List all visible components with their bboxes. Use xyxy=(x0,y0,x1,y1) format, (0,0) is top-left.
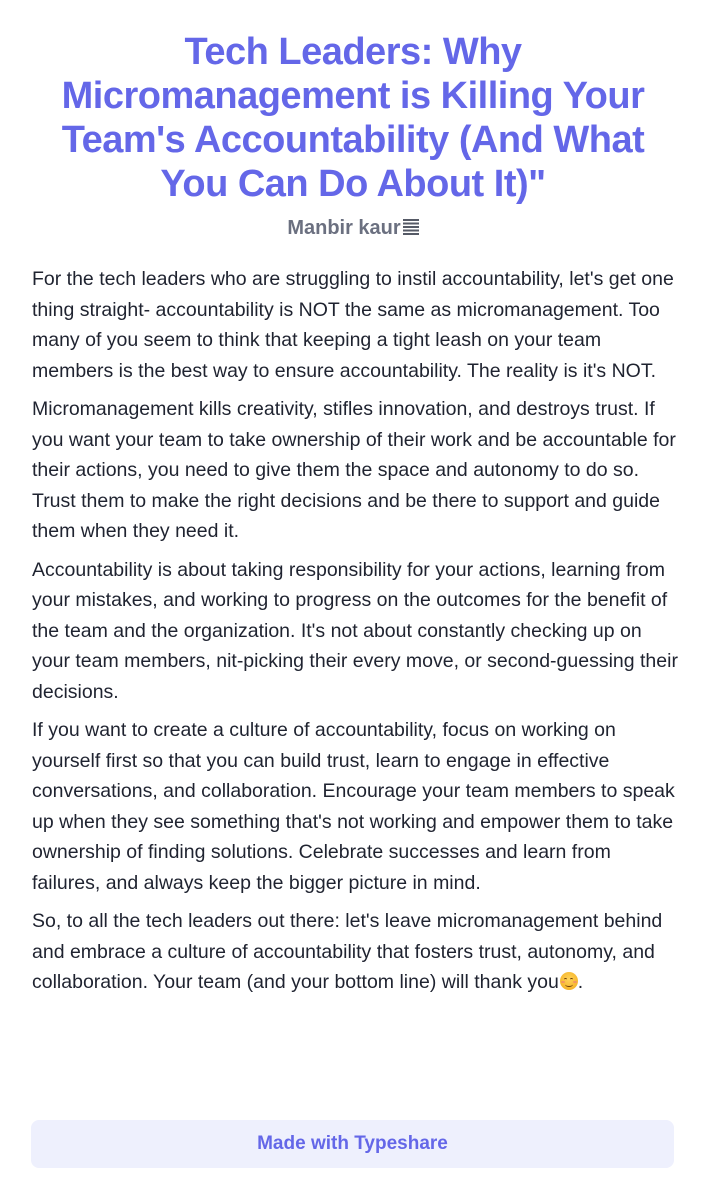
paragraph-5-text: So, to all the tech leaders out there: let's leave micromanagement behind and embrace a culture of accountability that fosters trust, autonomy, and collaboration. Your team (and your bottom line) will thank you xyxy=(32,910,663,993)
footer-label: Made with Typeshare xyxy=(257,1133,448,1154)
made-with-typeshare-button[interactable] xyxy=(31,1120,674,1168)
list-lines-icon xyxy=(403,219,419,235)
smiling-face-icon xyxy=(560,972,578,990)
author-byline xyxy=(0,214,706,242)
paragraph-5 xyxy=(32,906,680,998)
paragraph-3: Accountability is about taking responsibility for your actions, learning from your mistakes, and working to progress on the outcomes for the benefit of the team and the organization. It's not about constantly checking up on your team members, nit-picking their every move, or second-guessing their decisions. xyxy=(32,558,678,703)
paragraph-1: For the tech leaders who are struggling to instil accountability, let's get one thing straight- accountability is NOT the same as micromanagement. Too many of you seem to think that keeping a tight leash on your team members is the best way to ensure accountability. The reality is it's NOT. xyxy=(32,268,674,382)
author-name: Manbir kaur xyxy=(287,217,401,239)
article-title: Tech Leaders: Why Micromanagement is Killing Your Team's Accountability (And What You Can Do About It)" xyxy=(61,31,645,205)
paragraph-2: Micromanagement kills creativity, stifles innovation, and destroys trust. If you want your team to take ownership of their work and be accountable for their actions, you need to give them the space and autonomy to do so. Trust them to make the right decisions and be there to support and guide them when they need it. xyxy=(32,398,676,542)
paragraph-4: If you want to create a culture of accountability, focus on working on yourself first so that you can build trust, learn to engage in effective conversations, and collaboration. Encourage your team members to speak up when they see something that's not working and empower them to take ownership of finding solutions. Celebrate successes and learn from failures, and always keep the bigger picture in mind. xyxy=(32,719,675,894)
closing-punctuation: . xyxy=(577,971,584,993)
article-body xyxy=(32,264,680,1006)
